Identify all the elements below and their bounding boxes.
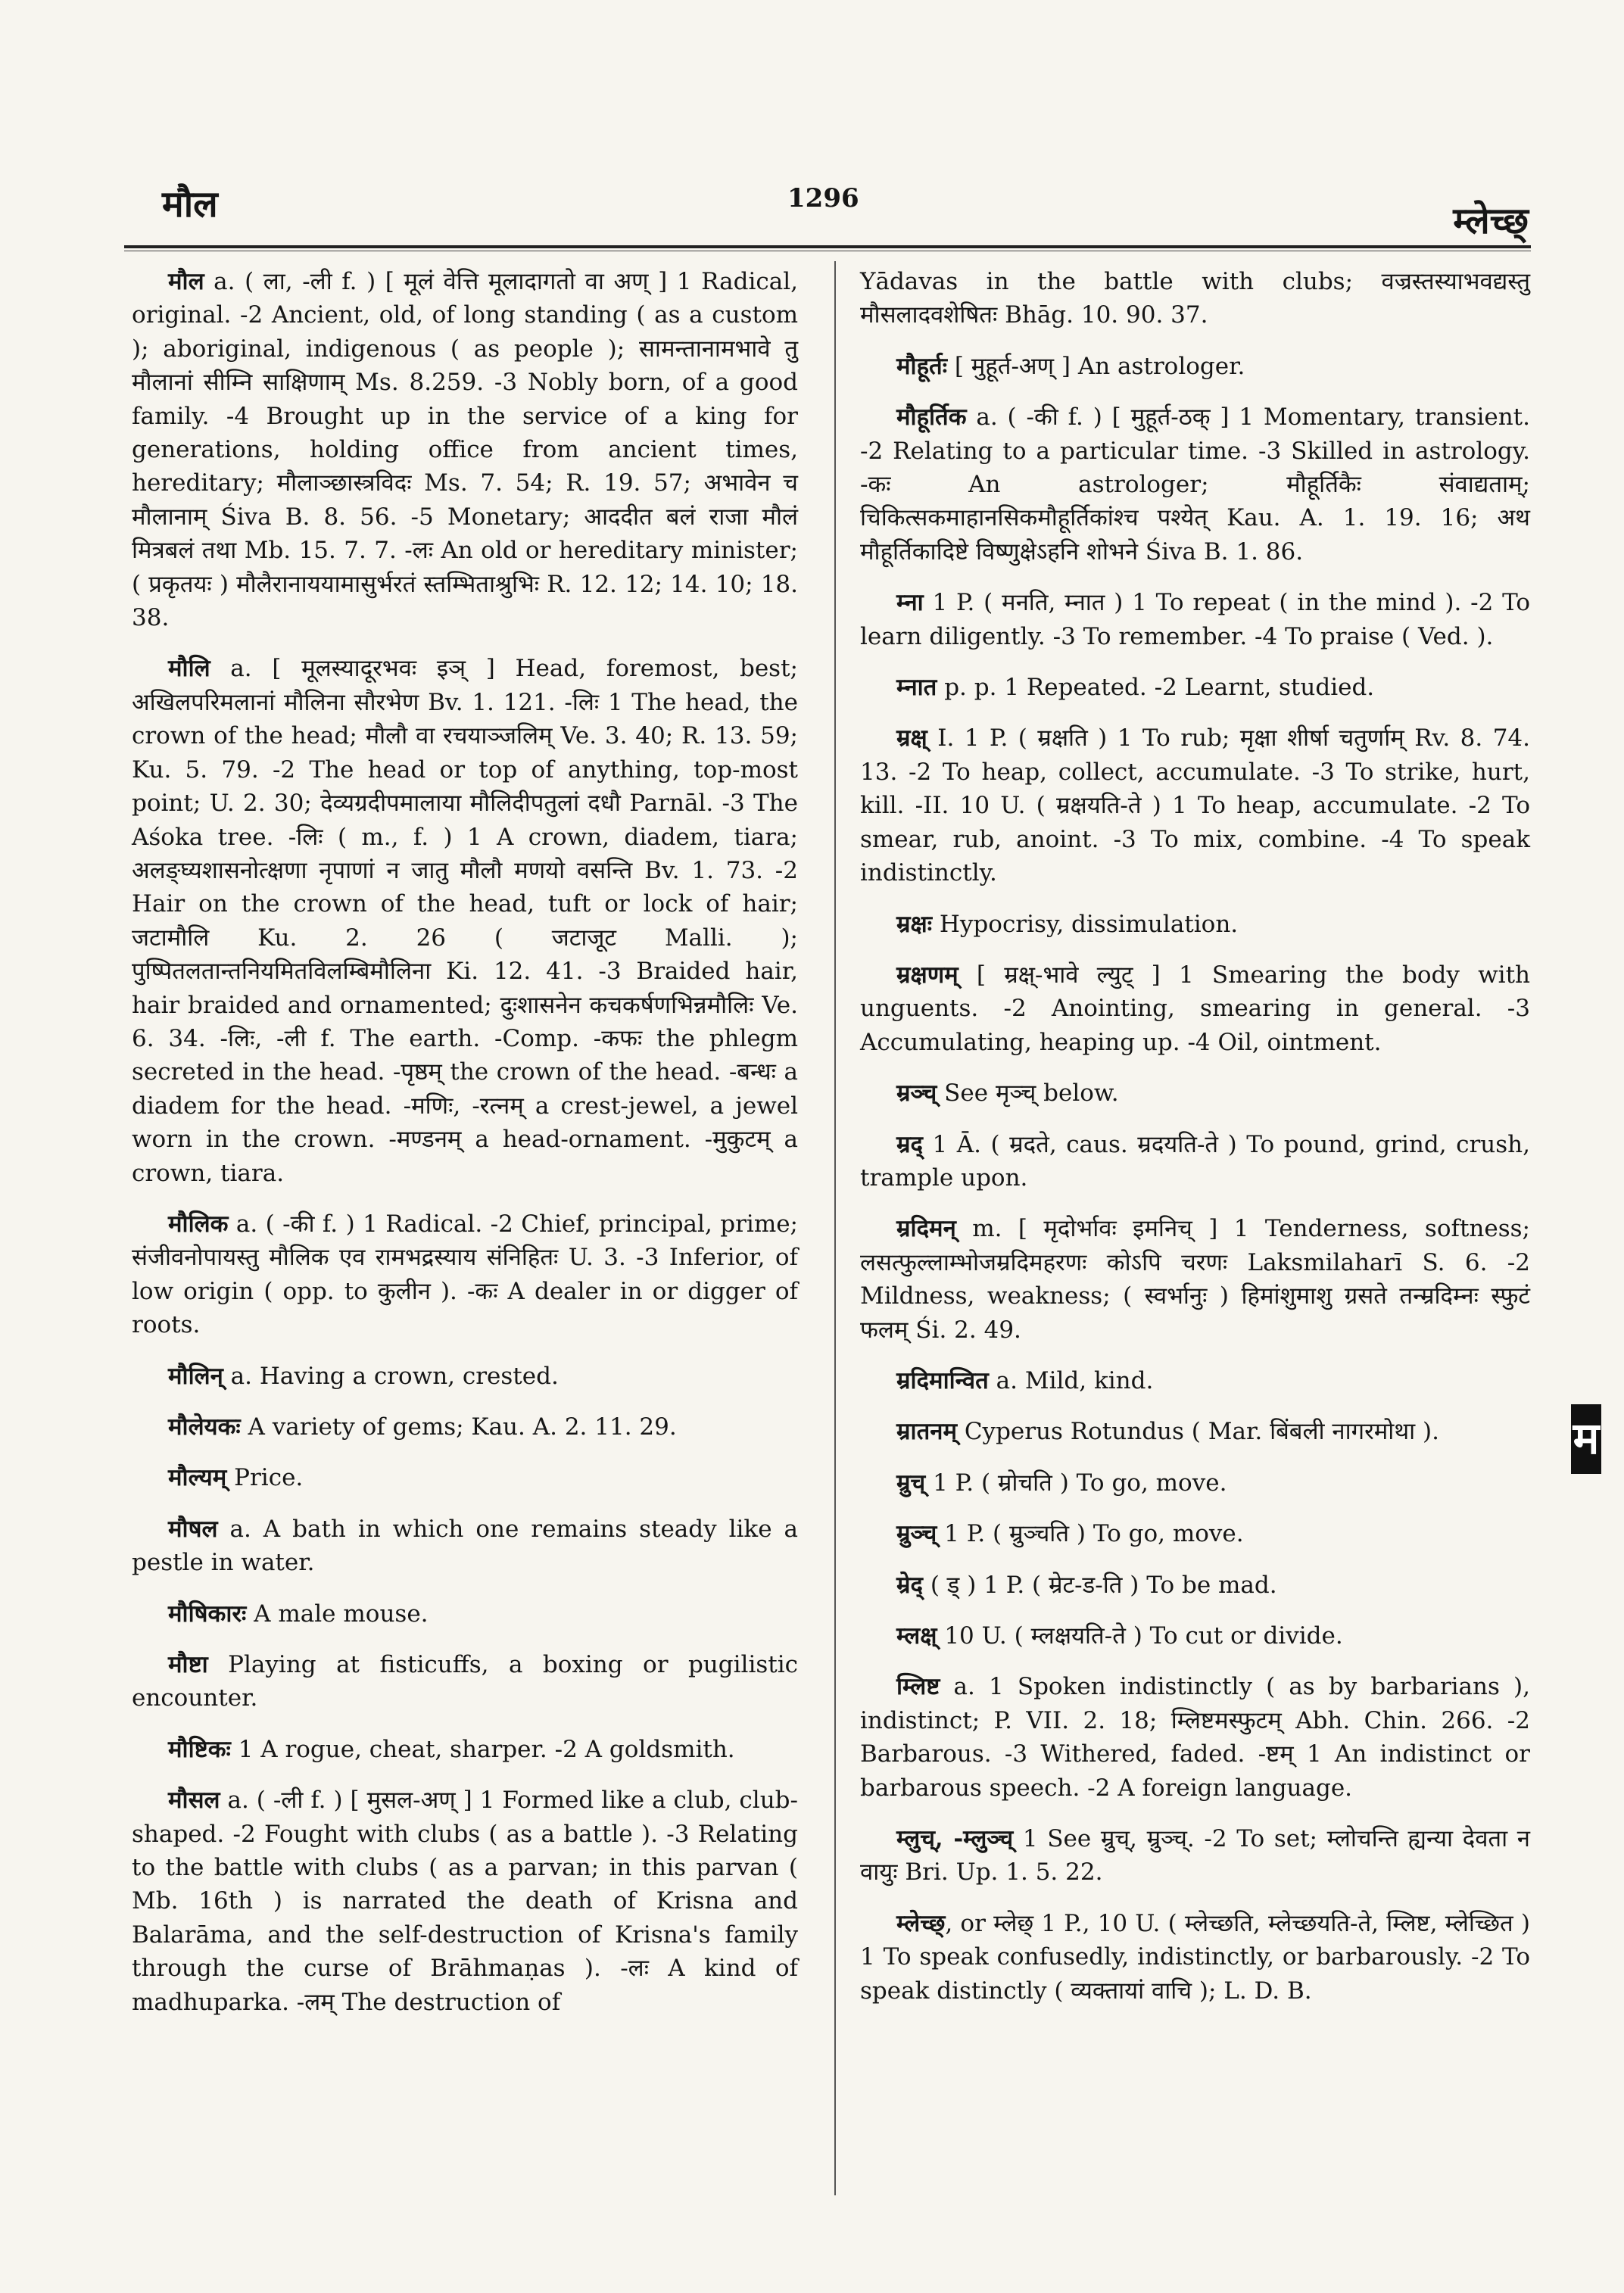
dictionary-entry (860, 721, 1530, 889)
dictionary-entry (132, 652, 798, 1190)
dictionary-entry (132, 1410, 798, 1444)
entry-definition: 1 P. ( म्रुञ्चति ) To go, move. (937, 1520, 1244, 1548)
entry-headword: म्लुच्, -म्लुञ्च् (896, 1825, 1014, 1853)
dictionary-entry (860, 1466, 1530, 1500)
entry-headword: मौल्यम् (168, 1464, 227, 1492)
dictionary-entry (860, 958, 1530, 1059)
entry-definition: 1 P. ( म्रोचति ) To go, move. (925, 1469, 1227, 1497)
entry-headword: मौहूर्तिक (896, 403, 967, 431)
entry-headword: म्ना (896, 589, 924, 617)
entry-definition: a. ( ला, -ली f. ) [ मूलं वेत्ति मूलादागतो वा अण् ] 1 Radical, original. -2 Ancient, old, of long standing ( as a custom ); aboriginal, indigenous ( as people ); सामन्तानामभावे तु मौलानां सीम्नि साक्षिणाम् Ms. 8.259. -3 Nobly born, of a good family. -4 Brought up in the service of a king for generations, holding office from ancient times, hereditary; मौलाञ्छास्त्रविदः Ms. 7. 54; R. 19. 57; अभावेन च मौलानाम् Śiva B. 8. 56. -5 Monetary; आददीत बलं राजा मौलं मित्रबलं तथा Mb. 15. 7. 7. -लः An old or hereditary minister; ( प्रकृतयः ) मौलैरानाययामासुर्भरतं स्तम्भिताश्रुभिः R. 12. 12; 14. 10; 18. 38. (132, 268, 798, 632)
entry-headword: म्रातनम् (896, 1418, 957, 1446)
entry-headword: मौहूर्तः (896, 352, 947, 380)
entry-definition: Yādavas in the battle with clubs; वज्रस्तस्याभवद्यस्तु मौसलादवशेषितः Bhāg. 10. 90. 37. (860, 268, 1530, 329)
dictionary-entry (132, 265, 798, 634)
entry-definition: , or म्लेछ् 1 P., 10 U. ( म्लेच्छति, म्लेच्छयति-ते, म्लिष्ट, म्लेच्छित ) 1 To speak confusedly, indistinctly, or barbarously. -2 To speak distinctly ( व्यक्तायां वाचि ); L. D. B. (860, 1909, 1530, 2005)
entry-headword: मौषिकारः (168, 1600, 247, 1628)
entry-definition: a. 1 Spoken indistinctly ( as by barbarians ), indistinct; P. VII. 2. 18; म्लिष्टमस्फुटम् Abh. Chin. 266. -2 Barbarous. -3 Withered, faded. -ष्टम् 1 An indistinct or barbarous speech. -2 A foreign language. (860, 1673, 1530, 1802)
dictionary-entry (860, 400, 1530, 569)
header-left-word: मौल (162, 183, 218, 226)
page-number: 1296 (787, 183, 859, 213)
dictionary-entry (132, 1207, 798, 1342)
entry-definition: [ मुहूर्त-अण् ] An astrologer. (946, 352, 1245, 380)
entry-definition: A male mouse. (246, 1600, 429, 1628)
entry-definition: a. Having a crown, crested. (223, 1362, 559, 1390)
dictionary-entry (132, 1784, 798, 2019)
dictionary-entry (860, 1415, 1530, 1448)
entry-definition: a. [ मूलस्यादूरभवः इञ् ] Head, foremost, best; अखिलपरिमलानां मौलिना सौरभेण Bv. 1. 121. -लिः 1 The head, the crown of the head; मौलौ वा रचयाञ्जलिम् Ve. 3. 40; R. 13. 59; Ku. 5. 79. -2 The head or top of anything, top-most point; U. 2. 30; देव्यग्रदीपमालाया मौलिदीपतुलां दधौ Parnāl. -3 The Aśoka tree. -लिः ( m., f. ) 1 A crown, diadem, tiara; अलङ्घ्यशासनोत्क्षणा नृपाणां न जातु मौलौ मणयो वसन्ति Bv. 1. 73. -2 Hair on the crown of the head, tuft or lock of hair; जटामौलि Ku. 2. 26 ( जटाजूट Malli. ); पुष्पितलतान्तनियमितविलम्बिमौलिना Ki. 12. 41. -3 Braided hair, hair braided and ornamented; दुःशासनेन कचकर्षणभिन्नमौलिः Ve. 6. 34. -लिः, -ली f. The earth. -Comp. -कफः the phlegm secreted in the head. -पृष्ठम् the crown of the head. -बन्धः a diadem for the head. -मणिः, -रत्नम् a crest-jewel, a jewel worn in the crown. -मण्डनम् a head-ornament. -मुकुटम् a crown, tiara. (132, 655, 798, 1187)
entry-definition: [ म्रक्ष्-भावे ल्युट् ] 1 Smearing the body with unguents. -2 Anointing, smearing in general. -3 Accumulating, heaping up. -4 Oil, ointment. (860, 961, 1530, 1056)
column-divider (834, 261, 836, 2195)
entry-definition: Price. (226, 1464, 304, 1492)
entry-definition: 1 A rogue, cheat, sharper. -2 A goldsmith. (230, 1735, 735, 1763)
entry-definition: 1 See म्रुच्, म्रुञ्च्. -2 To set; म्लोचन्ति ह्यन्या देवता न वायुः Bri. Up. 1. 5. 22. (860, 1825, 1530, 1886)
dictionary-entry (860, 1619, 1530, 1653)
entry-definition: a. ( -की f. ) [ मुहूर्त-ठक् ] 1 Momentary, transient. -2 Relating to a particular time. -3 Skilled in astrology. -कः An astrologer; मौहूर्तिकैः संवाद्यताम्; चिकित्सकमाहानसिकमौहूर्तिकांश्च पश्येत् Kau. A. 1. 19. 16; अथ मौहूर्तिकादिष्टे विष्णुक्षेऽहनि शोभने Śiva B. 1. 86. (860, 403, 1530, 565)
dictionary-entry (860, 1364, 1530, 1397)
dictionary-entry (860, 586, 1530, 653)
entry-headword: मौलिन् (168, 1362, 223, 1390)
dictionary-entry (860, 1822, 1530, 1890)
header-rule (124, 245, 1531, 248)
entry-definition: I. 1 P. ( म्रक्षति ) 1 To rub; मृक्षा शीर्षा चतुर्णाम् Rv. 8. 74. 13. -2 To heap, collect, accumulate. -3 To strike, hurt, kill. -II. 10 U. ( म्रक्षयति-ते ) 1 To heap, accumulate. -2 To smear, rub, anoint. -3 To mix, combine. -4 To speak indistinctly. (860, 724, 1530, 887)
entry-definition: Playing at fisticuffs, a boxing or pugilistic encounter. (132, 1651, 798, 1712)
dictionary-entry (132, 1513, 798, 1580)
entry-headword: म्लिष्ट (896, 1673, 940, 1701)
entry-headword: मौलिक (168, 1210, 229, 1238)
left-column (132, 265, 798, 2036)
entry-definition: See मृञ्च् below. (937, 1080, 1119, 1108)
dictionary-entry (860, 908, 1530, 941)
right-column (860, 265, 1530, 2025)
entry-definition: ( ड् ) 1 P. ( म्रेट-ड-ति ) To be mad. (923, 1571, 1277, 1599)
entry-definition: a. A bath in which one remains steady like a pestle in water. (132, 1515, 798, 1577)
dictionary-entry (860, 1128, 1530, 1195)
entry-headword: म्रक्षः (896, 910, 933, 938)
entry-definition: a. Mild, kind. (988, 1366, 1154, 1394)
entry-headword: म्लक्ष् (896, 1622, 937, 1650)
entry-headword: म्रुञ्च् (896, 1520, 937, 1548)
header-right-word: म्लेच्छ् (1453, 200, 1529, 242)
entry-headword: मौषल (168, 1515, 218, 1543)
dictionary-entry (860, 1076, 1530, 1110)
entry-headword: म्रेद् (896, 1571, 923, 1599)
entry-headword: मौल (168, 268, 204, 295)
entry-headword: मौलेयकः (168, 1413, 241, 1441)
entry-definition: A variety of gems; Kau. A. 2. 11. 29. (240, 1413, 677, 1441)
entry-headword: म्रक्ष् (896, 724, 927, 752)
entry-headword: म्रक्षणम् (896, 961, 959, 989)
entry-headword: मौष्टा (168, 1651, 208, 1679)
entry-definition: Hypocrisy, dissimulation. (932, 910, 1239, 938)
entry-definition: a. ( -की f. ) 1 Radical. -2 Chief, principal, prime; संजीवनोपायस्तु मौलिक एव रामभद्रस्याय संनिहितः U. 3. -3 Inferior, of low origin ( opp. to कुलीन ). -कः A dealer in or digger of roots. (132, 1210, 798, 1339)
thumb-index-tab[interactable]: म (1571, 1404, 1601, 1474)
dictionary-entry (860, 350, 1530, 383)
entry-definition: p. p. 1 Repeated. -2 Learnt, studied. (937, 674, 1375, 702)
dictionary-entry (860, 265, 1530, 332)
dictionary-entry (860, 1569, 1530, 1602)
entry-headword: मौष्टिकः (168, 1735, 231, 1763)
dictionary-entry (860, 1517, 1530, 1550)
dictionary-entry (860, 1212, 1530, 1347)
entry-headword: म्रद् (896, 1130, 923, 1158)
entry-definition: 1 P. ( मनति, म्नात ) 1 To repeat ( in the mind ). -2 To learn diligently. -3 To remember. -4 To praise ( Ved. ). (860, 589, 1530, 650)
entry-definition: 10 U. ( म्लक्षयति-ते ) To cut or divide. (937, 1622, 1343, 1650)
entry-headword: म्रदिमान्वित (896, 1366, 989, 1394)
dictionary-entry (132, 1360, 798, 1393)
dictionary-entry (860, 671, 1530, 704)
entry-definition: m. [ मृदोर्भावः इमनिच् ] 1 Tenderness, softness; लसत्फुल्लाम्भोजम्रदिमहरणः कोऽपि चरणः Laksmilaharī S. 6. -2 Mildness, weakness; ( स्वर्भानुः ) हिमांशुमाशु ग्रसते तन्म्रदिम्नः स्फुटं फलम् Śi. 2. 49. (860, 1215, 1530, 1344)
entry-definition: a. ( -ली f. ) [ मुसल-अण् ] 1 Formed like a club, club-shaped. -2 Fought with clubs ( as a battle ). -3 Relating to the battle with clubs ( as a parvan; in this parvan ( Mb. 16th ) is narrated the death of Krisna and Balarāma, and the self-destruction of Krisna's family through the curse of Brāhmaṇas ). -लः A kind of madhuparka. -लम् The destruction of (132, 1787, 798, 2016)
entry-definition: Cyperus Rotundus ( Mar. बिंबली नागरमोथा ). (956, 1418, 1439, 1446)
dictionary-entry (860, 1670, 1530, 1805)
dictionary-entry (132, 1733, 798, 1766)
entry-headword: म्नात (896, 674, 937, 702)
entry-headword: म्रञ्च् (896, 1080, 937, 1108)
entry-headword: म्लेच्छ् (896, 1909, 946, 1937)
entry-definition: 1 Ā. ( म्रदते, caus. म्रदयति-ते ) To pound, grind, crush, trample upon. (860, 1130, 1530, 1192)
entry-headword: मौसल (168, 1787, 220, 1815)
entry-headword: म्रुच् (896, 1469, 926, 1497)
dictionary-entry (132, 1648, 798, 1715)
dictionary-entry (860, 1907, 1530, 2008)
dictionary-entry (132, 1597, 798, 1631)
dictionary-entry (132, 1461, 798, 1494)
entry-headword: म्रदिमन् (896, 1215, 956, 1243)
entry-headword: मौलि (168, 655, 210, 683)
